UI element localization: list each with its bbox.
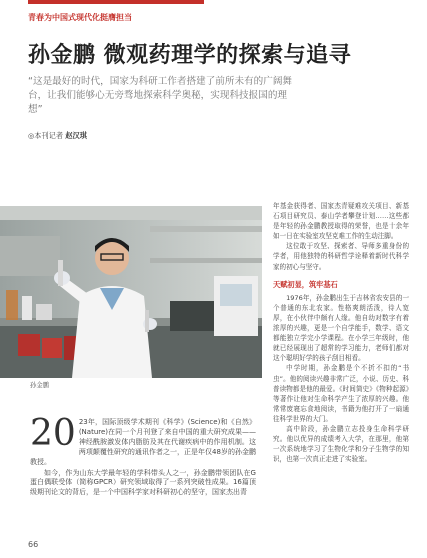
- section-tag: 青春为中国式现代化挺膺担当: [28, 13, 132, 22]
- lead-paragraph-2: 如今，作为山东大学最年轻的学科带头人之一，孙金鹏带领团队在G蛋白偶联受体（简称GPCR）研究领域取得了一系列突破性成果。16篇顶级期刊论文的背后，是一个中国科学家对科研初心的坚守，国家杰出青: [30, 468, 256, 497]
- right-paragraph-2: 这位敢于攻坚、探索者、导师多重身份的学者，用他独特的科研哲学诠释着新时代科学家的初心与坚守。: [273, 242, 409, 271]
- lead-paragraphs: [30, 413, 256, 499]
- lab-photo: [0, 206, 262, 378]
- lead-paragraph-1: 23年，国际顶级学术期刊《科学》(Science)和《自然》(Nature)在同一个月刊登了来自中国的重大研究成果——神经酰胺激发体内脂肪及其在代谢疾病中的作用机制。这两项颠覆性研究的通讯作者之一，正是年仅48岁的孙金鹏教授。: [30, 418, 256, 466]
- right-paragraph-4: 中学时期，孙金鹏是个不折不扣的“书虫”。他的阅读兴趣非常广泛，小说、历史、科普读物都是他的最爱。《时间简史》《物种起源》等著作让他对生命科学产生了浓厚的兴趣。他常常废寝忘食地阅读，书籍为他打开了一扇通往科学世界的大门。: [273, 364, 409, 423]
- photo-caption: 孙金鹏: [30, 381, 50, 389]
- right-column: [273, 201, 409, 464]
- byline-prefix: ◎本刊记者: [28, 131, 64, 140]
- article-subtitle: “这是最好的时代，国家为科研工作者搭建了前所未有的广阔舞台，让我们能够心无旁骛地探索科学奥秘，实现科技报国的理想”: [28, 76, 293, 115]
- drop-cap: 20: [30, 413, 76, 454]
- right-paragraph-3: 1976年，孙金鹏出生于吉林省农安县的一个普通的东北农家。性格爽朗活泼，待人宽厚，在小伙伴中颇有人缘。他自幼对数字有着浓厚的兴趣，更是一个自学能手，数学、语文都能独立学完小学课程。在小学三年级时，他就已经展现出了超常的学习能力，老师们都对这个聪明好学的孩子刮目相看。: [273, 293, 409, 363]
- section-subheading: 天赋初显，筑牢基石: [273, 279, 338, 289]
- byline-author: 赵汉琪: [65, 131, 87, 140]
- byline: [28, 131, 87, 141]
- article-title: 孙金鹏 微观药理学的探索与追寻: [28, 43, 352, 68]
- page-number: 66: [28, 540, 39, 549]
- right-paragraph-5: 高中阶段，孙金鹏立志投身生命科学研究。他以优异的成绩考入大学，在那里，他第一次系统地学习了生物化学和分子生物学的知识，也第一次真正走进了实验室。: [273, 424, 409, 464]
- header-accent-bar: [28, 0, 204, 4]
- right-paragraph-1: 年基金获得者、国家杰青疑难攻关项目、新基石项目研究员、泰山学者攀登计划……这些都是年轻的孙金鹏教授取得的荣誉，也是十余年如一日在实验室攻坚克难工作的生动注脚。: [273, 202, 409, 241]
